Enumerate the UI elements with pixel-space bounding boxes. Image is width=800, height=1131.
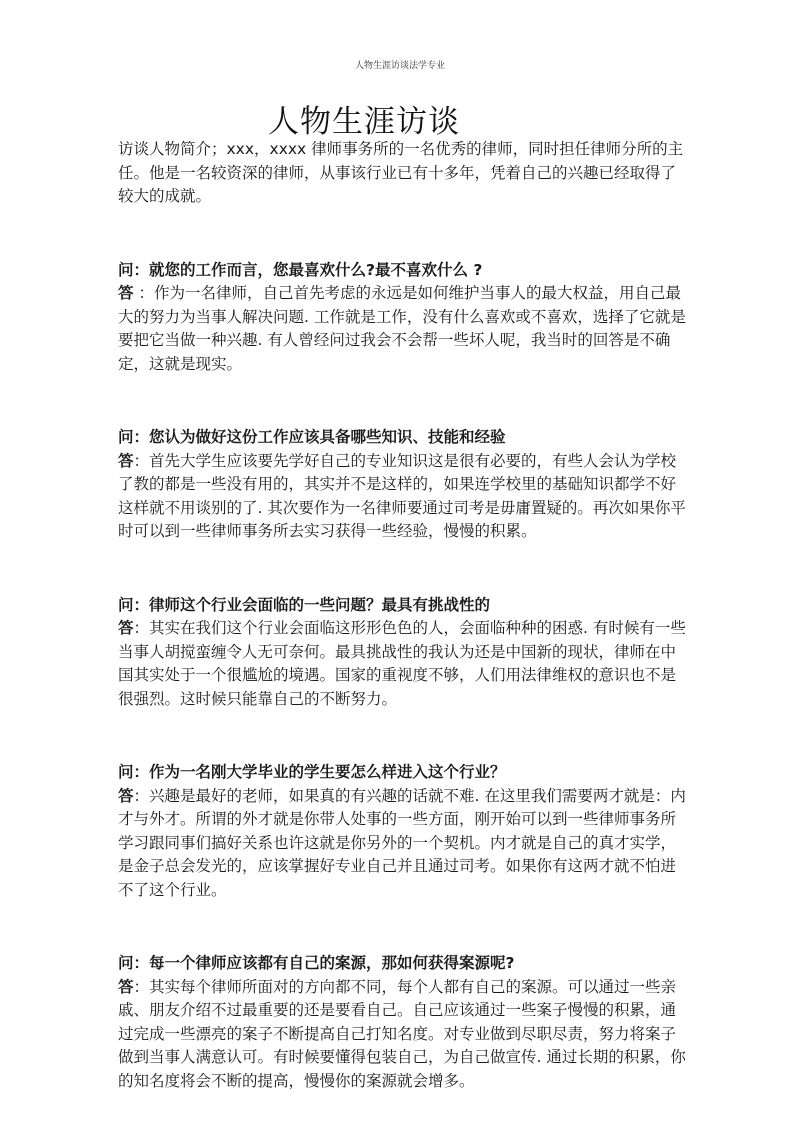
answer-text: ：作为一名律师，自己首先考虑的永远是如何维护当事人的最大权益，用自己最大的努力为当事人解决问题. 工作就是工作，没有什么喜欢或不喜欢，选择了它就是要把它当做一种兴趣. 有人曾经问过我会不会帮一些坏人呢，我当时的回答是不确定，这就是现实。 [118, 284, 686, 373]
answer-label: 答 [118, 977, 134, 996]
qa-block-1 [118, 259, 688, 377]
answer-paragraph [118, 785, 688, 903]
document-title: 人物生涯访谈 [268, 104, 460, 140]
document-body [118, 138, 688, 1093]
answer-paragraph [118, 450, 688, 544]
answer-paragraph [118, 282, 688, 376]
question-text: 问：就您的工作而言，您最喜欢什么?最不喜欢什么 ? [118, 260, 483, 279]
qa-block-2 [118, 426, 688, 544]
qa-block-4 [118, 761, 688, 902]
answer-label: 答 [118, 786, 134, 805]
question-text: 问：作为一名刚大学毕业的学生要怎么样进入这个行业？ [118, 763, 506, 781]
interviewee-intro: 访谈人物简介；xxx，xxxx 律师事务所的一名优秀的律师，同时担任律师分所的主任。他是一名较资深的律师，从事该行业已有十多年，凭着自己的兴趣已经取得了较大的成就。 [118, 140, 684, 205]
answer-text: ：兴趣是最好的老师，如果真的有兴趣的话就不难. 在这里我们需要两才就是：内才与外才。所谓的外才就是你带人处事的一些方面，刚开始可以到一些律师事务所学习跟同事们搞好关系也许这就是你另外的一个契机。内才就是自己的真才实学，是金子总会发光的，应该掌握好专业自己并且通过司考。如果你有这两才就不怕进不了这个行业。 [118, 786, 686, 899]
answer-text: ：首先大学生应该要先学好自己的专业知识这是很有必要的，有些人会认为学校了教的都是一些没有用的，其实并不是这样的，如果连学校里的基础知识都学不好这样就不用谈别的了. 其次要作为一名律师要通过司考是毋庸置疑的。再次如果你平时可以到一些律师事务所去实习获得一些经验，慢慢的积累。 [118, 451, 686, 540]
question-text: 问：律师这个行业会面临的一些问题？最具有挑战性的 [118, 595, 491, 614]
question-text: 问：您认为做好这份工作应该具备哪些知识、技能和经验 [118, 428, 506, 446]
answer-paragraph [118, 617, 688, 711]
answer-label: 答 [118, 451, 134, 470]
page-header: 人物生涯访谈法学专业 [354, 61, 445, 71]
qa-block-5 [118, 952, 688, 1093]
answer-text: ：其实在我们这个行业会面临这形形色色的人，会面临种种的困惑. 有时候有一些当事人胡搅蛮缠令人无可奈何。最具挑战性的我认为还是中国新的现状，律师在中国其实处于一个很尴尬的境遇。国家的重视度不够，人们用法律维权的意识也不是很强烈。这时候只能靠自己的不断努力。 [118, 619, 686, 708]
question-text: 问：每一个律师应该都有自己的案源，那如何获得案源呢? [118, 954, 515, 972]
qa-block-3 [118, 594, 688, 712]
answer-paragraph [118, 976, 688, 1094]
answer-label: 答 [118, 284, 134, 302]
answer-text: ：其实每个律师所面对的方向都不同，每个人都有自己的案源。可以通过一些亲戚、朋友介绍不过最重要的还是要看自己。自己应该通过一些案子慢慢的积累，通过完成一些漂亮的案子不断提高自己打知名度。对专业做到尽职尽责，努力将案子做到当事人满意认可。有时候要懂得包装自己，为自己做宣传. 通过长期的积累，你的知名度将会不断的提高，慢慢你的案源就会增多。 [118, 977, 686, 1090]
answer-label: 答 [118, 619, 134, 637]
